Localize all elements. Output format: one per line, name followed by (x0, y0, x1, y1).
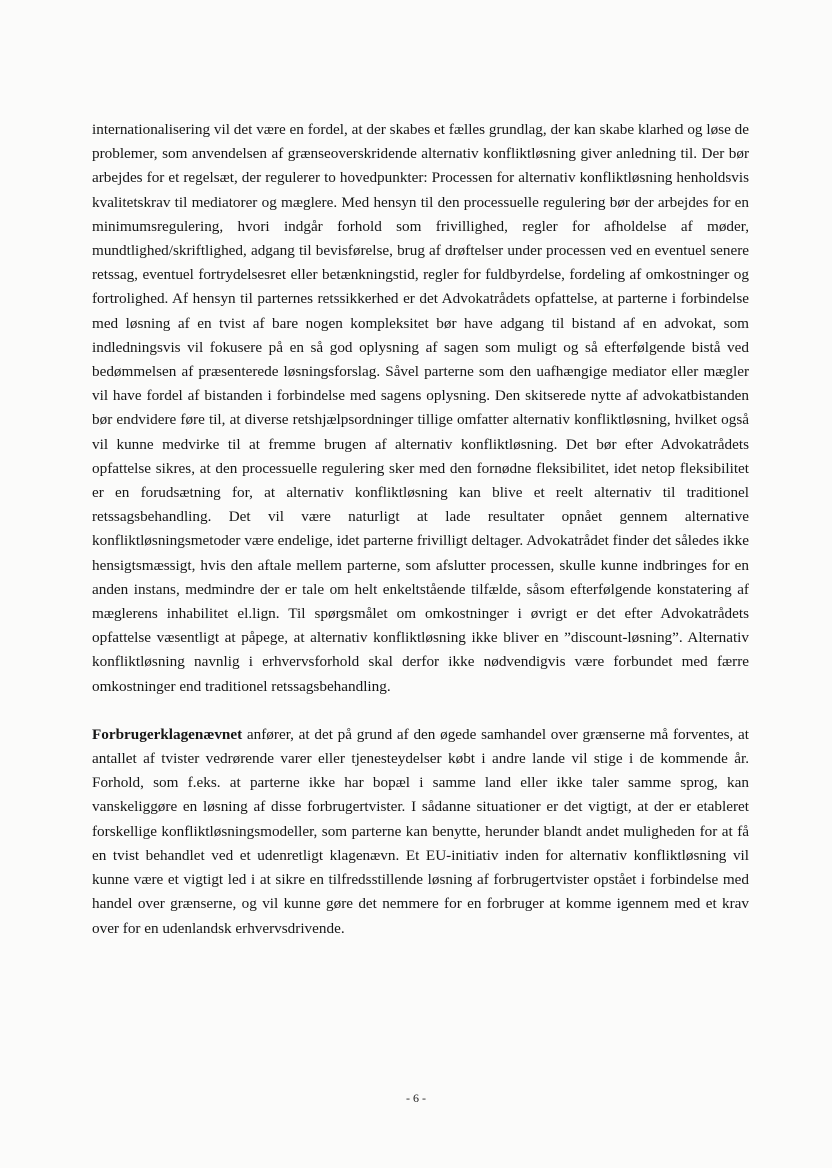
paragraph-forbrugerklagenaevnet (92, 723, 749, 941)
document-body (92, 118, 749, 941)
paragraph-advokatraadet: internationalisering vil det være en fordel, at der skabes et fælles grundlag, der kan skabe klarhed og løse de problemer, som anvendelsen af grænseoverskridende alternativ konfliktløsning giver anledning til. Der bør arbejdes for et regelsæt, der regulerer to hovedpunkter: Processen for alternativ konfliktløsning henholdsvis kvalitetskrav til mediatorer og mæglere. Med hensyn til den processuelle regulering bør der arbejdes for en minimumsregulering, hvori indgår forhold som frivillighed, regler for afholdelse af møder, mundtlighed/skriftlighed, adgang til bevisførelse, brug af drøftelser under processen ved en eventuel senere retssag, eventuel fortrydelsesret eller betænkningstid, regler for fuldbyrdelse, fordeling af omkostninger og fortrolighed. Af hensyn til parternes retssikkerhed er det Advokatrådets opfattelse, at parterne i forbindelse med løsning af en tvist af bare nogen kompleksitet bør have adgang til bistand af en advokat, som indledningsvis vil fokusere på en så god oplysning af sagen som muligt og så efterfølgende bistå ved bedømmelsen af præsenterede løsningsforslag. Såvel parterne som den uafhængige mediator eller mægler vil have fordel af bistanden i forbindelse med sagens oplysning. Den skitserede nytte af advokatbistanden bør endvidere føre til, at diverse retshjælpsordninger tillige omfatter alternativ konfliktløsning, hvilket også vil kunne medvirke til at fremme brugen af alternativ konfliktløsning. Det bør efter Advokatrådets opfattelse sikres, at den processuelle regulering sker med den fornødne fleksibilitet, idet netop fleksibilitet er en forudsætning for, at alternativ konfliktløsning kan blive et reelt alternativ til traditionel retssagsbehandling. Det vil være naturligt at lade resultater opnået gennem alternative konfliktløsningsmetoder være endelige, idet parterne frivilligt deltager. Advokatrådet finder det således ikke hensigtsmæssigt, hvis den aftale mellem parterne, som afslutter processen, skulle kunne indbringes for en anden instans, medmindre der er tale om helt enkeltstående tilfælde, såsom efterfølgende konstatering af mæglerens inhabilitet el.lign. Til spørgsmålet om omkostninger i øvrigt er det efter Advokatrådets opfattelse væsentligt at påpege, at alternativ konfliktløsning ikke bliver en ”discount-løsning”. Alternativ konfliktløsning navnlig i erhvervsforhold skal derfor ikke nødvendigvis være forbundet med færre omkostninger end traditionel retssagsbehandling. (92, 121, 749, 695)
organisation-name: Forbrugerklagenævnet (92, 725, 243, 743)
page-number: - 6 - (406, 1091, 426, 1105)
paragraph-text: anfører, at det på grund af den øgede samhandel over grænserne må forventes, at antallet af tvister vedrørende varer eller tjenesteydelser købt i andre lande vil stige i de kommende år. Forhold, som f.eks. at parterne ikke har bopæl i samme land eller ikke taler samme sprog, kan vanskeliggøre en løsning af disse forbrugertvister. I sådanne situationer er det vigtigt, at der er etableret forskellige konfliktløsningsmodeller, som parterne kan benytte, herunder blandt andet muligheden for at få en tvist behandlet ved et udenretligt klagenævn. Et EU-initiativ inden for alternativ konfliktløsning vil kunne være et vigtigt led i at sikre en tilfredsstillende løsning af forbrugertvister opstået i forbindelse med handel over grænserne, og vil kunne gøre det nemmere for en forbruger at komme igennem med et krav over for en udenlandsk erhvervsdrivende. (92, 725, 749, 937)
